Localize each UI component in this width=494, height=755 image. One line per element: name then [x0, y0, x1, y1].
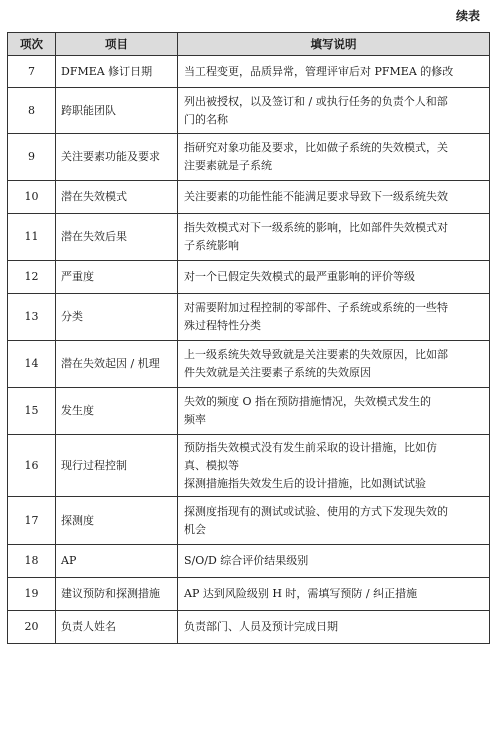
instruction-line: 件失效就是关注要素子系统的失效原因 — [184, 366, 371, 379]
table-body — [8, 56, 490, 644]
item-name-cell: 建议预防和探测措施 — [56, 578, 178, 611]
table-row — [8, 261, 490, 294]
table-row — [8, 388, 490, 435]
table-row — [8, 545, 490, 578]
instruction-cell — [178, 294, 490, 341]
item-number-cell: 12 — [8, 261, 56, 294]
table-row — [8, 341, 490, 388]
instruction-line: 对需要附加过程控制的零部件、子系统或系统的一些特 — [184, 301, 448, 314]
item-number-cell: 7 — [8, 56, 56, 88]
instruction-line: 探测措施指失效发生后的设计措施，比如测试试验 — [184, 476, 426, 490]
item-number-cell: 13 — [8, 294, 56, 341]
instruction-line: 殊过程特性分类 — [184, 319, 261, 332]
table-row — [8, 497, 490, 545]
instruction-line: 当工程变更，品质异常，管理评审后对 PFMEA 的修改 — [184, 64, 454, 78]
instruction-line: 探测度指现有的测试或试验、使用的方式下发现失效的 — [184, 504, 448, 518]
item-name-cell: 探测度 — [56, 497, 178, 545]
item-name-cell: 现行过程控制 — [56, 435, 178, 497]
item-number-cell: 19 — [8, 578, 56, 611]
instruction-cell — [178, 497, 490, 545]
instruction-cell — [178, 545, 490, 578]
instruction-line: 指研究对象功能及要求，比如做子系统的失效模式，关 — [184, 141, 448, 154]
table-row — [8, 435, 490, 497]
item-name-cell: 严重度 — [56, 261, 178, 294]
instruction-line: 子系统影响 — [184, 239, 239, 252]
table-row — [8, 88, 490, 134]
instruction-line: 上一级系统失效导致就是关注要素的失效原因，比如部 — [184, 348, 448, 361]
item-number-cell: 15 — [8, 388, 56, 435]
instruction-line: S/O/D 综合评价结果级别 — [184, 554, 309, 567]
table-row — [8, 578, 490, 611]
table-header-row — [8, 33, 490, 56]
item-name-cell: 潜在失效模式 — [56, 181, 178, 214]
instruction-line: 注要素就是子系统 — [184, 159, 272, 172]
item-number-cell: 11 — [8, 214, 56, 261]
instruction-line: 失效的频度 O 指在预防措施情况，失效模式发生的 — [184, 395, 432, 408]
item-name-cell: 分类 — [56, 294, 178, 341]
table-row — [8, 611, 490, 644]
instruction-line: 预防指失效模式没有发生前采取的设计措施，比如仿 — [184, 440, 437, 454]
instruction-cell — [178, 134, 490, 181]
instruction-cell — [178, 611, 490, 644]
instruction-line: AP 达到风险级别 H 时，需填写预防 / 纠正措施 — [184, 587, 418, 600]
item-number-cell: 10 — [8, 181, 56, 214]
instruction-line: 真、模拟等 — [184, 458, 239, 472]
instruction-line: 门的名称 — [184, 112, 228, 126]
item-number-cell: 8 — [8, 88, 56, 134]
instruction-cell — [178, 214, 490, 261]
instruction-line: 频率 — [184, 413, 206, 426]
item-name-cell: 关注要素功能及要求 — [56, 134, 178, 181]
item-name-cell: 负责人姓名 — [56, 611, 178, 644]
instruction-line: 关注要素的功能性能不能满足要求导致下一级系统失效 — [184, 190, 448, 203]
table-row — [8, 181, 490, 214]
item-name-cell: AP — [56, 545, 178, 578]
instruction-cell — [178, 261, 490, 294]
instruction-line: 指失效模式对下一级系统的影响，比如部件失效模式对 — [184, 221, 448, 234]
header-fill-instructions: 填写说明 — [178, 33, 490, 56]
instruction-cell — [178, 341, 490, 388]
instruction-cell — [178, 435, 490, 497]
instruction-line: 对一个已假定失效模式的最严重影响的评价等级 — [184, 270, 415, 283]
item-number-cell: 17 — [8, 497, 56, 545]
instruction-line: 列出被授权，以及签订和 / 或执行任务的负责个人和部 — [184, 94, 448, 108]
instruction-line: 负责部门、人员及预计完成日期 — [184, 620, 338, 633]
item-name-cell: 潜在失效起因 / 机理 — [56, 341, 178, 388]
fmea-instructions-table — [7, 32, 490, 644]
item-number-cell: 20 — [8, 611, 56, 644]
header-item-name: 项目 — [56, 33, 178, 56]
item-number-cell: 16 — [8, 435, 56, 497]
header-item-number: 项次 — [8, 33, 56, 56]
instruction-cell — [178, 388, 490, 435]
item-name-cell: 发生度 — [56, 388, 178, 435]
instruction-cell — [178, 181, 490, 214]
continued-table-caption: 续表 — [455, 9, 480, 23]
table-row — [8, 294, 490, 341]
item-number-cell: 9 — [8, 134, 56, 181]
table-row — [8, 134, 490, 181]
instruction-cell — [178, 578, 490, 611]
instruction-cell — [178, 88, 490, 134]
instruction-cell — [178, 56, 490, 88]
item-name-cell: 跨职能团队 — [56, 88, 178, 134]
item-name-cell: DFMEA 修订日期 — [56, 56, 178, 88]
item-number-cell: 14 — [8, 341, 56, 388]
table-row — [8, 214, 490, 261]
item-name-cell: 潜在失效后果 — [56, 214, 178, 261]
item-number-cell: 18 — [8, 545, 56, 578]
instruction-line: 机会 — [184, 522, 206, 536]
table-row — [8, 56, 490, 88]
